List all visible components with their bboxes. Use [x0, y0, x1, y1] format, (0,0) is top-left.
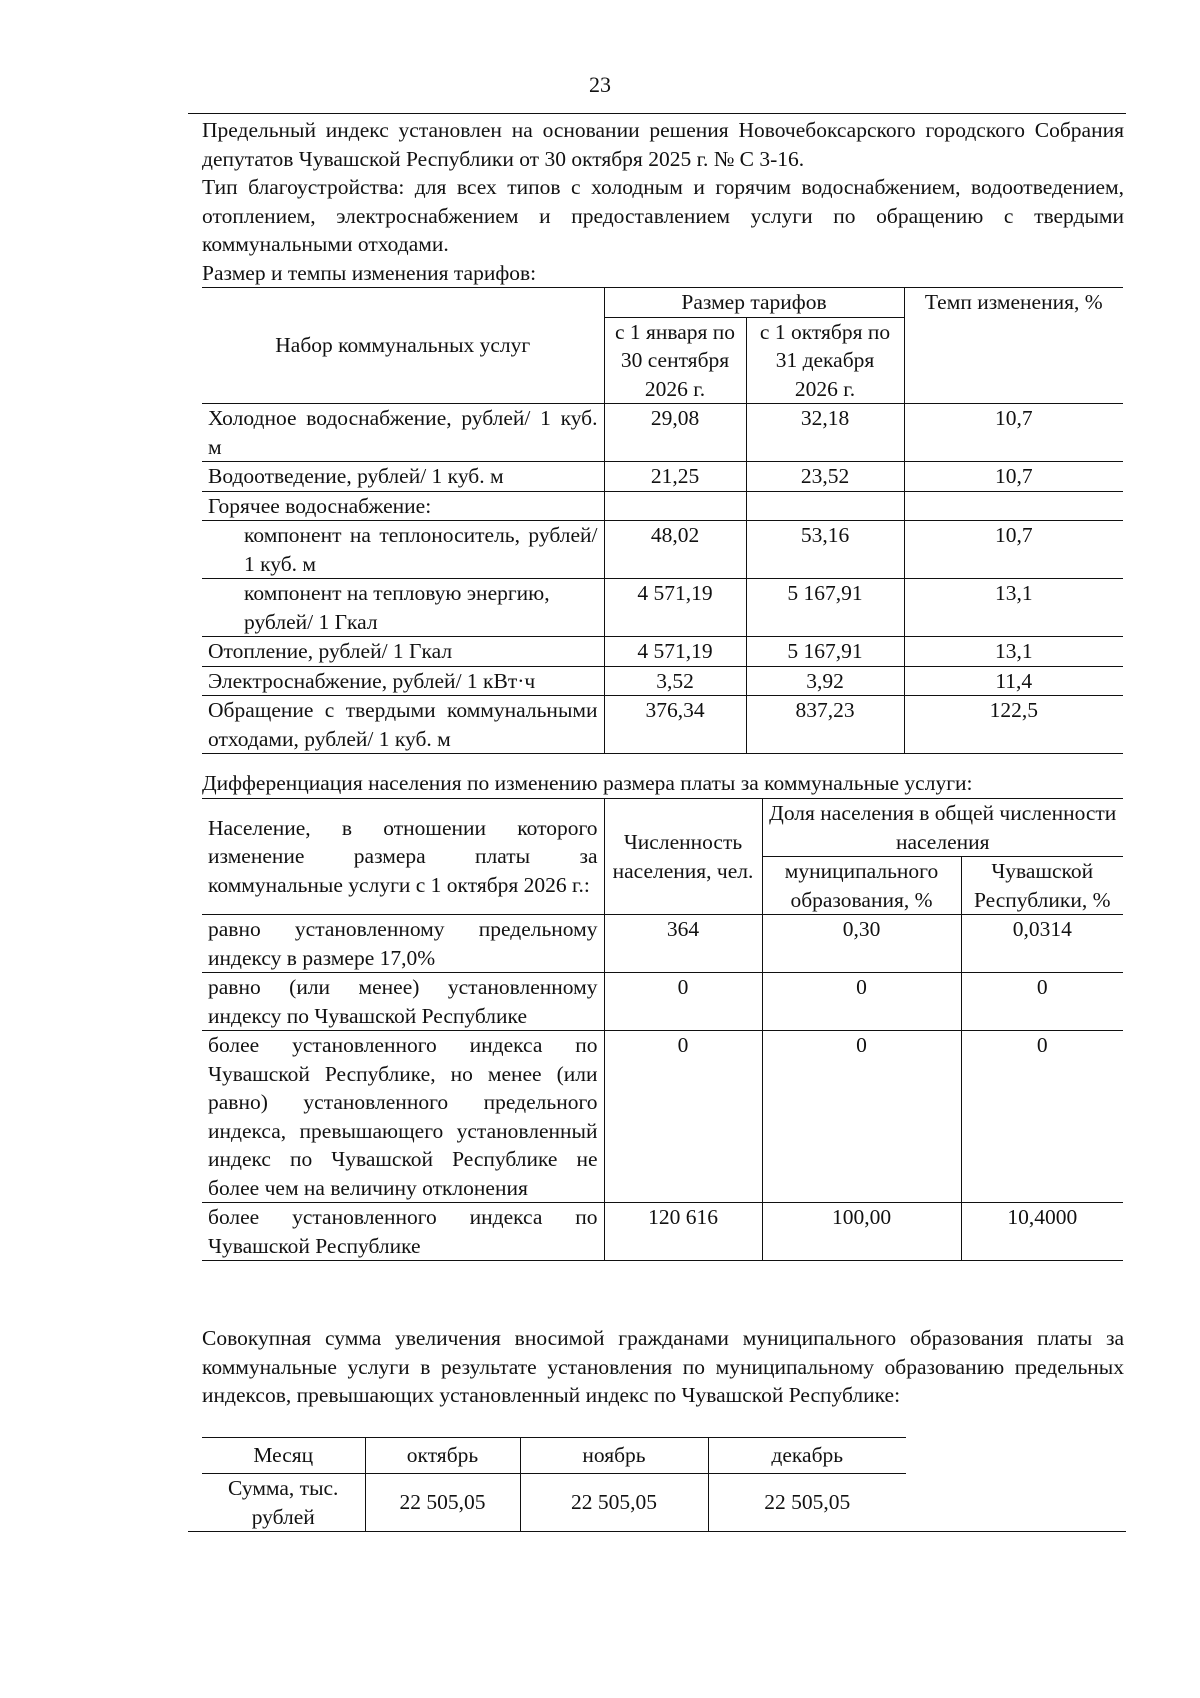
population-label: более установленного индекса по Чувашской Республике: [202, 1203, 604, 1261]
tariff-caption: Размер и темпы изменения тарифов:: [202, 260, 537, 285]
tariff-value-period2: 5 167,91: [746, 579, 904, 637]
tariff-value-period1: 21,25: [604, 462, 746, 492]
table-row: [202, 1203, 1123, 1261]
population-header-municipal: муниципального образования, %: [762, 857, 961, 915]
tariff-value-period1: 4 571,19: [604, 637, 746, 667]
table-row: [202, 666, 1123, 696]
population-share-municipal: 0: [762, 1031, 961, 1203]
tariff-value-period2: 23,52: [746, 462, 904, 492]
page-number: 23: [589, 72, 611, 97]
tariff-service-name: компонент на тепловую энергию, рублей/ 1 Гкал: [202, 579, 604, 637]
tariff-value-period2: 3,92: [746, 666, 904, 696]
tariff-service-name: Отопление, рублей/ 1 Гкал: [202, 637, 604, 667]
tariff-service-name: компонент на теплоноситель, рублей/ 1 куб. м: [202, 521, 604, 579]
table-row: [202, 637, 1123, 667]
tariff-value-period2: 32,18: [746, 404, 904, 462]
tariff-value-period1: 29,08: [604, 404, 746, 462]
population-header-count: Численность населения, чел.: [604, 799, 762, 915]
intro-text: [202, 116, 1124, 287]
table-row: [202, 579, 1123, 637]
total-increase-text: Совокупная сумма увеличения вносимой гражданами муниципального образования платы за коммунальные услуги в результате установления по муниципальному образованию предельных индексов, превышающих установленный индекс по Чувашской Республике:: [202, 1326, 1124, 1407]
population-header-republic: Чувашской Республики, %: [961, 857, 1123, 915]
tariff-value-period2: [746, 491, 904, 521]
tariff-rate: [904, 491, 1123, 521]
tariff-value-period1: 48,02: [604, 521, 746, 579]
tariff-rate: 10,7: [904, 404, 1123, 462]
diff-title-block: [202, 769, 1124, 798]
legal-basis-paragraph: Предельный индекс установлен на основании решения Новочебоксарского городского Собрания депутатов Чувашской Республики от 30 октября 2025 г. № С 3-16.: [202, 118, 1124, 171]
tariff-service-name: Горячее водоснабжение:: [202, 491, 604, 521]
tariff-value-period1: 376,34: [604, 696, 746, 754]
table-row: [202, 973, 1123, 1031]
tariff-table: [202, 287, 1123, 754]
table-row: [202, 491, 1123, 521]
tariff-service-name: Электроснабжение, рублей/ 1 кВт·ч: [202, 666, 604, 696]
tariff-value-period1: 4 571,19: [604, 579, 746, 637]
tariff-rate: 11,4: [904, 666, 1123, 696]
population-header-share: Доля населения в общей численности населения: [762, 799, 1123, 857]
tariff-service-name: Водоотведение, рублей/ 1 куб. м: [202, 462, 604, 492]
tariff-rate: 13,1: [904, 637, 1123, 667]
table-row: [202, 462, 1123, 492]
tariff-header-period2: с 1 октября по 31 декабря 2026 г.: [746, 317, 904, 404]
tariff-service-name: Обращение с твердыми коммунальными отходами, рублей/ 1 куб. м: [202, 696, 604, 754]
tariff-value-period2: 53,16: [746, 521, 904, 579]
tariff-header-size: Размер тарифов: [604, 288, 904, 318]
population-share-municipal: 0,30: [762, 915, 961, 973]
table-row: [202, 1031, 1123, 1203]
month-december: декабрь: [708, 1438, 906, 1474]
tariff-rate: 10,7: [904, 521, 1123, 579]
sum-december: 22 505,05: [708, 1474, 906, 1532]
population-header-group: Население, в отношении которого изменение размера платы за коммунальные услуги с 1 октября 2026 г.:: [202, 799, 604, 915]
tariff-service-name: Холодное водоснабжение, рублей/ 1 куб. м: [202, 404, 604, 462]
population-label: более установленного индекса по Чувашской Республике, но менее (или равно) установленного предельного индекса, превышающего установленный индекс по Чувашской Республике не более чем на величину отклонения: [202, 1031, 604, 1203]
population-count: 120 616: [604, 1203, 762, 1261]
population-share-republic: 0: [961, 1031, 1123, 1203]
sum-october: 22 505,05: [365, 1474, 520, 1532]
population-label: равно установленному предельному индексу в размере 17,0%: [202, 915, 604, 973]
diff-title: Дифференциация населения по изменению размера платы за коммунальные услуги:: [202, 771, 973, 795]
tariff-header-service: Набор коммунальных услуг: [202, 288, 604, 404]
tariff-rate: 13,1: [904, 579, 1123, 637]
tariff-value-period2: 837,23: [746, 696, 904, 754]
month-october: октябрь: [365, 1438, 520, 1474]
bottom-rule: [188, 1531, 1126, 1532]
population-count: 0: [604, 973, 762, 1031]
tariff-value-period1: 3,52: [604, 666, 746, 696]
population-share-republic: 10,4000: [961, 1203, 1123, 1261]
tariff-rate: 10,7: [904, 462, 1123, 492]
amenity-type-paragraph: Тип благоустройства: для всех типов с холодным и горячим водоснабжением, водоотведением, отоплением, электроснабжением и предоставлением услуги по обращению с твердыми коммунальными отходами.: [202, 175, 1124, 256]
tariff-value-period1: [604, 491, 746, 521]
population-count: 364: [604, 915, 762, 973]
population-share-municipal: 0: [762, 973, 961, 1031]
sum-november: 22 505,05: [520, 1474, 708, 1532]
population-share-municipal: 100,00: [762, 1203, 961, 1261]
sum-label: Сумма, тыс. рублей: [202, 1474, 365, 1532]
table-row: [202, 521, 1123, 579]
monthly-table: [202, 1437, 906, 1532]
population-table: [202, 798, 1123, 1261]
population-share-republic: 0: [961, 973, 1123, 1031]
population-count: 0: [604, 1031, 762, 1203]
total-text-block: [202, 1324, 1124, 1410]
tariff-rate: 122,5: [904, 696, 1123, 754]
month-november: ноябрь: [520, 1438, 708, 1474]
table-row: [202, 915, 1123, 973]
population-label: равно (или менее) установленному индексу по Чувашской Республике: [202, 973, 604, 1031]
table-row: [202, 404, 1123, 462]
tariff-header-rate: Темп изменения, %: [904, 288, 1123, 404]
month-header: Месяц: [202, 1438, 365, 1474]
top-rule: [188, 113, 1126, 114]
tariff-value-period2: 5 167,91: [746, 637, 904, 667]
tariff-header-period1: с 1 января по 30 сентября 2026 г.: [604, 317, 746, 404]
table-row: [202, 696, 1123, 754]
population-share-republic: 0,0314: [961, 915, 1123, 973]
